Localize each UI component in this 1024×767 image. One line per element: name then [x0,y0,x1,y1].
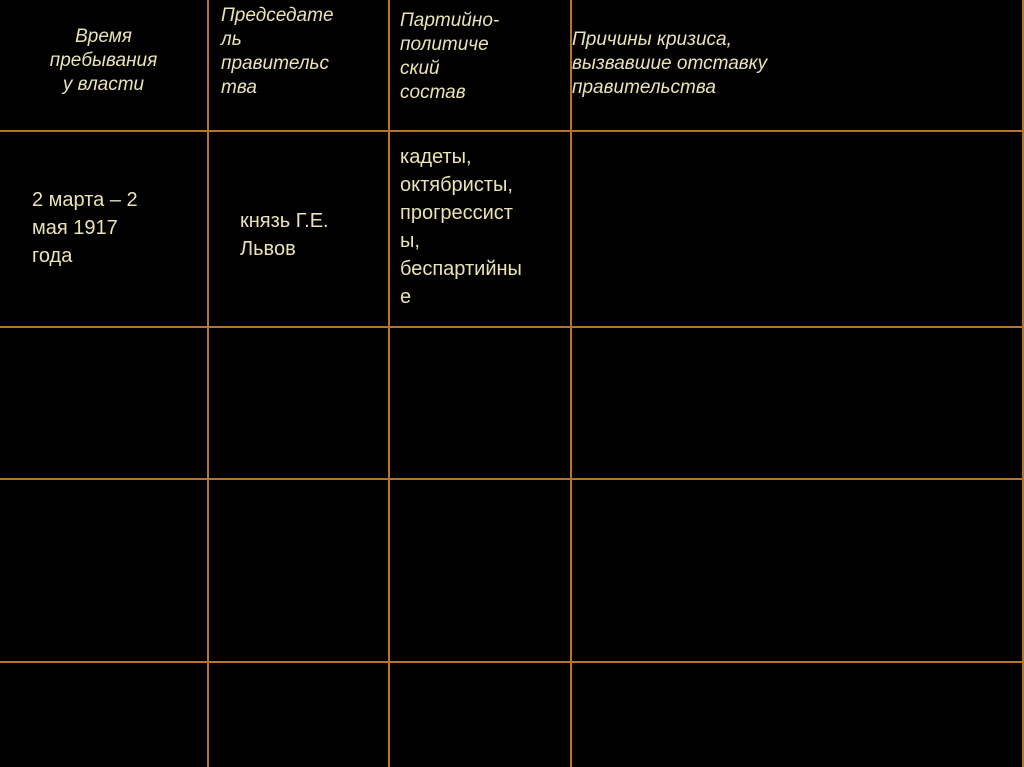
header-time-in-power: Время пребывания у власти [49,26,158,95]
header-chairman: Председате ль правительс тва [221,5,334,98]
row-1-chairman: князь Г.Е. Львов [240,210,329,260]
row-1-party-composition: кадеты, октябристы, прогрессист ы, беспартийны е [400,146,522,308]
row-divider-2 [0,478,1024,480]
row-divider-header [0,130,1024,132]
column-divider-3 [570,0,572,767]
header-party-composition: Партийно- политиче ский состав [400,10,500,103]
row-divider-1 [0,326,1024,328]
header-crisis-causes: Причины кризиса, вызвавшие отставку правительства [572,29,768,98]
column-divider-2 [388,0,390,767]
column-divider-1 [207,0,209,767]
row-divider-3 [0,661,1024,663]
row-1-time-in-power: 2 марта – 2 мая 1917 года [32,189,138,267]
